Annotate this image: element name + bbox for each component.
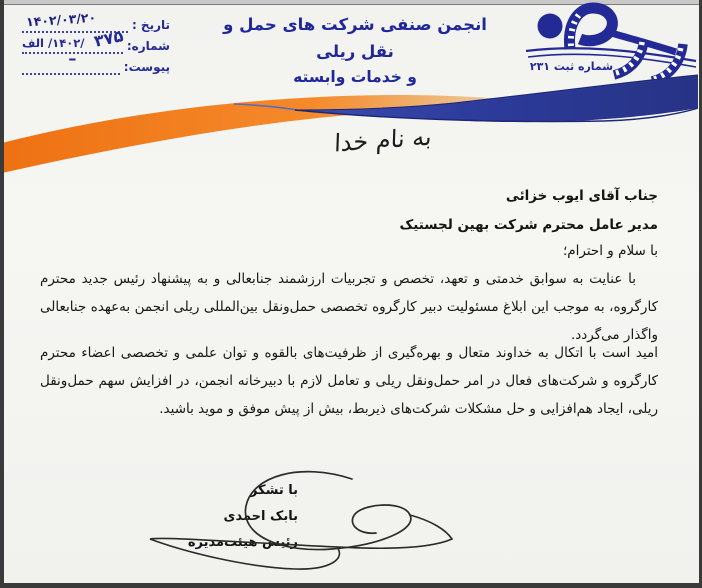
paragraph-1-line-3: واگذار می‌گردد. [570,327,658,343]
recipient-block [399,182,658,240]
paragraph-2-line-3: ریلی، ایجاد هم‌افزایی و حل مشکلات شرکت‌های ذیربط، بیش از پیش موفق و موید باشید. [159,401,658,417]
date-label: تاریخ : [131,18,170,32]
signature-thanks: با تشکر [249,483,298,498]
signature-scribble [140,458,480,583]
attachment-label: پیوست: [123,60,170,74]
paragraph-2-line-2: کارگروه و شرکت‌های فعال در امر حمل‌ونقل ریلی و تعامل لازم با دبیرخانه انجمن، در افزایش سهم حمل‌ونقل [40,373,658,389]
bismillah-calligraphy: به نام خدا [333,122,433,158]
paragraph-2-line-1: امید است با اتکال به خداوند متعال و بهره‌گیری از ظرفیت‌های بالقوه و توان علمی و تخصصی اعضاء محترم [40,345,658,361]
association-title-line1: انجمن صنفی شرکت های حمل و نقل ریلی [223,15,487,61]
paragraph-2 [40,339,658,423]
salutation: با سلام و احترام؛ [562,243,658,259]
paragraph-1-line-2: کارگروه، به موجب این ابلاغ مسئولیت دبیر کارگروه تخصصی حمل‌ونقل بین‌المللی ریلی انجمن به‌عهده جنابعالی [40,299,658,315]
signatory-name: بابک احمدی [223,509,298,524]
recipient-name: جناب آقای ایوب خزائی [505,188,658,204]
number-label: شماره: [126,39,170,53]
association-title-line2: و خدمات وابسته [293,68,417,86]
registration-number: شماره ثبت ۲۳۱ [529,60,614,73]
number-value-handwritten: ۳۷۵ [91,26,125,51]
number-value-printed: /۱۴۰۲/ الف [22,36,85,50]
header-ribbon-graphic [4,55,698,195]
signatory-role: رئیس هیئت‌مدیره [187,535,298,550]
date-value: ۱۴۰۲/۰۳/۲۰ [25,9,97,30]
number-dash: – [68,49,77,68]
number-dotted-line [22,26,125,68]
paragraph-1 [40,265,658,349]
recipient-title: مدیر عامل محترم شرکت بهین لجستیک [399,217,658,233]
paragraph-1-line-1: با عنایت به سوابق خدمتی و تعهد، تخصص و تجربیات ارزشمند جنابعالی و به پیشنهاد رئیس جدید محترم [40,271,636,287]
